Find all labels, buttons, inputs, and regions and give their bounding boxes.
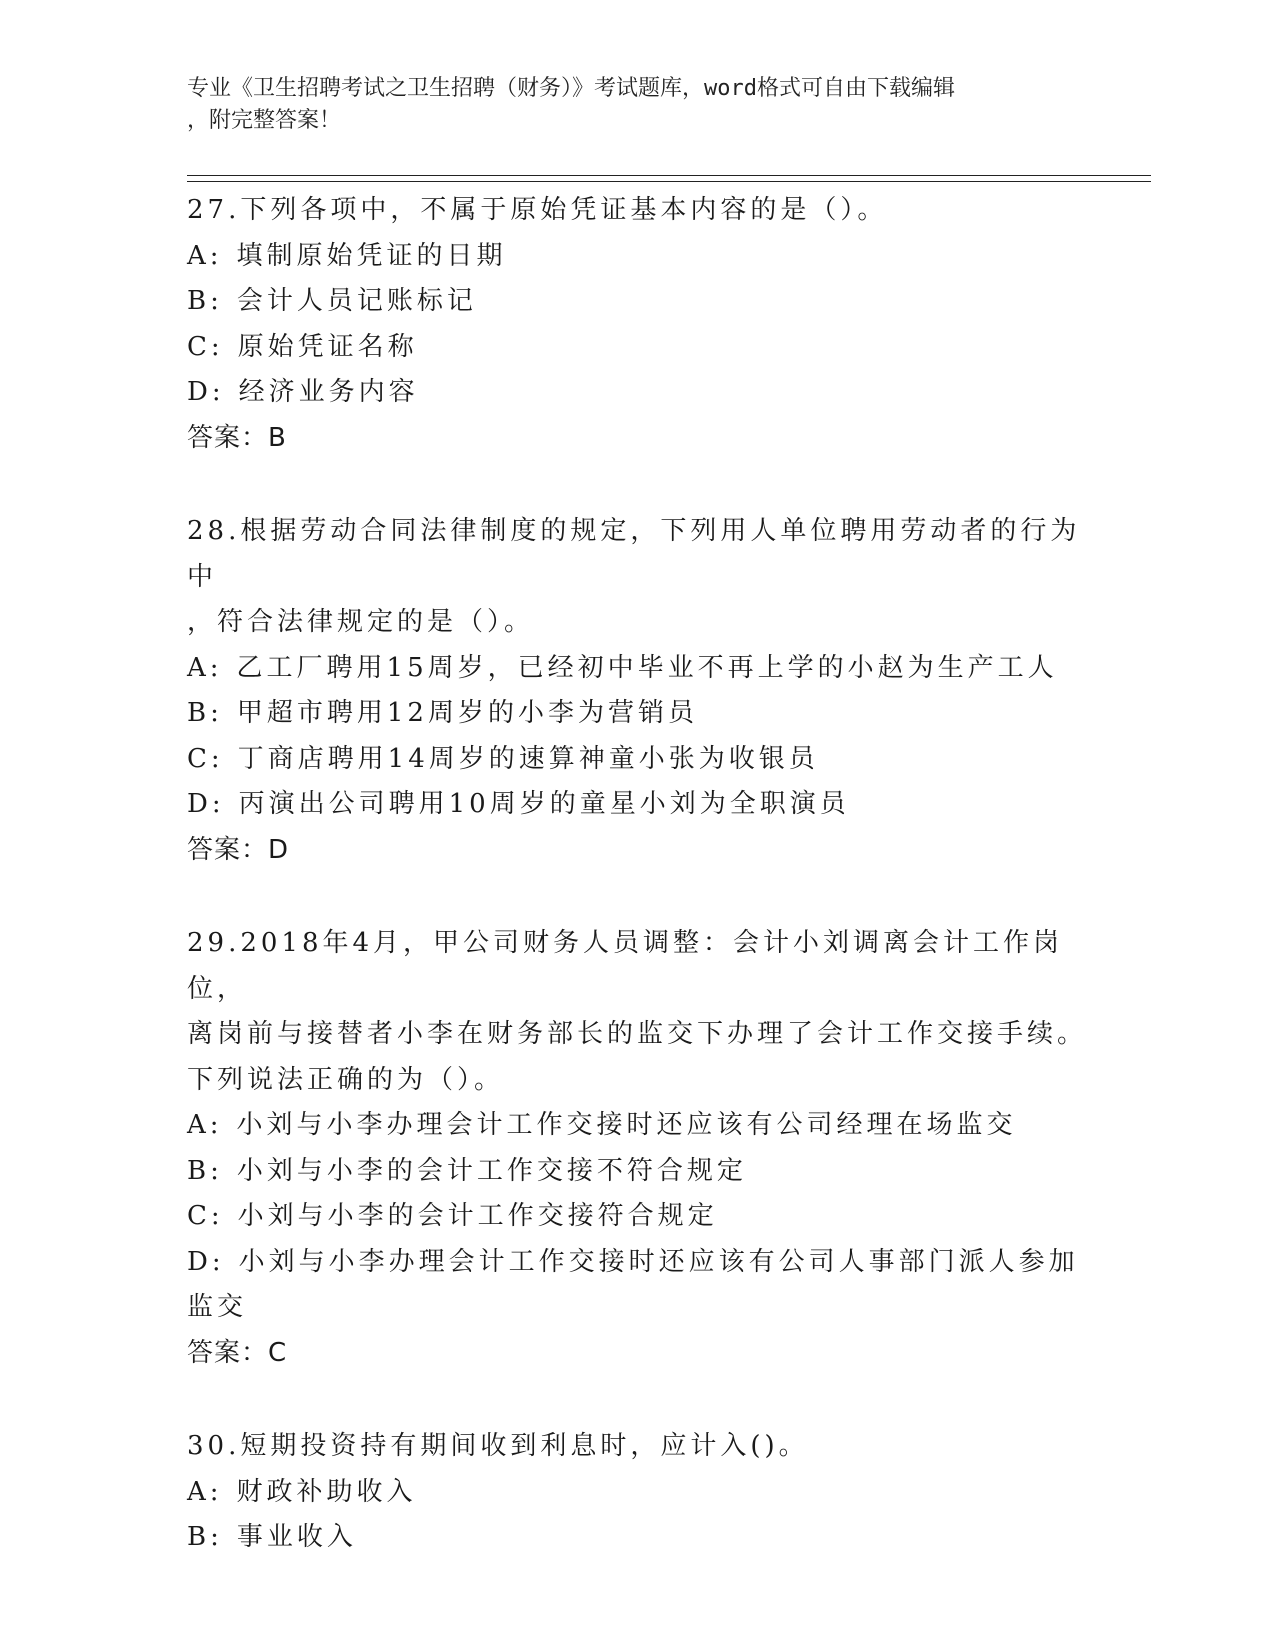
option-letter: B: — [187, 286, 223, 316]
question-stem: 27.下列各项中，不属于原始凭证基本内容的是（）。 — [187, 195, 888, 225]
option-text: 小刘与小李的会计工作交接不符合规定 — [236, 1155, 747, 1186]
option-letter: C: — [187, 743, 224, 774]
option-a — [187, 1103, 1087, 1149]
option-text: 经济业务内容 — [238, 377, 419, 407]
question-stem: 30.短期投资持有期间收到利息时，应计入()。 — [187, 1431, 809, 1461]
option-a — [187, 234, 1087, 280]
question-stem: 下列说法正确的为（）。 — [187, 1064, 505, 1095]
question-stem: ，符合法律规定的是（）。 — [187, 607, 535, 637]
option-d — [187, 782, 1087, 828]
option-letter: D: — [187, 377, 225, 407]
option-text: 小刘与小李办理会计工作交接时还应该有公司人事部门派人参加监交 — [187, 1246, 1079, 1322]
option-text: 原始凭证名称 — [237, 331, 418, 362]
option-c — [187, 1194, 1087, 1240]
option-d — [187, 1240, 1087, 1331]
question-list — [187, 188, 1087, 1609]
option-letter: D: — [187, 789, 225, 819]
option-letter: B: — [187, 1155, 223, 1186]
answer-label: 答案：B — [187, 422, 287, 453]
question-stem: 离岗前与接替者小李在财务部长的监交下办理了会计工作交接手续。 — [187, 1019, 1088, 1049]
option-text: 填制原始凭证的日期 — [236, 240, 507, 271]
option-a — [187, 646, 1087, 692]
question-27 — [187, 188, 1087, 461]
header-divider-top — [187, 175, 1151, 176]
option-letter: A: — [187, 240, 223, 271]
option-text: 财政补助收入 — [236, 1476, 417, 1507]
question-29 — [187, 921, 1087, 1376]
option-text: 事业收入 — [236, 1522, 357, 1552]
option-text: 乙工厂聘用15周岁，已经初中毕业不再上学的小赵为生产工人 — [236, 652, 1058, 683]
option-text: 甲超市聘用12周岁的小李为营销员 — [236, 698, 698, 728]
option-b — [187, 279, 1087, 325]
option-b — [187, 1515, 1087, 1561]
option-d — [187, 370, 1087, 416]
option-letter: B: — [187, 1522, 223, 1552]
option-a — [187, 1470, 1087, 1516]
option-letter: A: — [187, 1110, 223, 1140]
option-letter: C: — [187, 331, 224, 362]
option-c — [187, 325, 1087, 371]
question-stem: 28.根据劳动合同法律制度的规定，下列用人单位聘用劳动者的行为中 — [187, 516, 1081, 592]
option-text: 小刘与小李办理会计工作交接时还应该有公司经理在场监交 — [236, 1110, 1017, 1140]
question-28 — [187, 509, 1087, 873]
option-c — [187, 737, 1087, 783]
header-line-2: ，附完整答案！ — [187, 108, 342, 133]
option-text: 会计人员记账标记 — [236, 286, 477, 316]
answer-label: 答案：C — [187, 1337, 288, 1368]
question-30 — [187, 1424, 1087, 1561]
header-line-1: 专业《卫生招聘考试之卫生招聘（财务）》考试题库，word格式可自由下载编辑 — [187, 76, 955, 101]
option-letter: A: — [187, 1476, 223, 1507]
document-header — [187, 73, 1067, 137]
option-letter: C: — [187, 1201, 224, 1231]
option-text: 小刘与小李的会计工作交接符合规定 — [237, 1201, 718, 1231]
option-b — [187, 691, 1087, 737]
option-text: 丁商店聘用14周岁的速算神童小张为收银员 — [237, 743, 819, 774]
option-b — [187, 1149, 1087, 1195]
option-text: 丙演出公司聘用10周岁的童星小刘为全职演员 — [238, 789, 850, 819]
question-stem: 29.2018年4月，甲公司财务人员调整：会计小刘调离会计工作岗位， — [187, 928, 1064, 1004]
option-letter: B: — [187, 698, 223, 728]
answer-label: 答案：D — [187, 834, 290, 865]
option-letter: D: — [187, 1246, 225, 1277]
option-letter: A: — [187, 652, 223, 683]
header-divider-bottom — [187, 181, 1151, 182]
